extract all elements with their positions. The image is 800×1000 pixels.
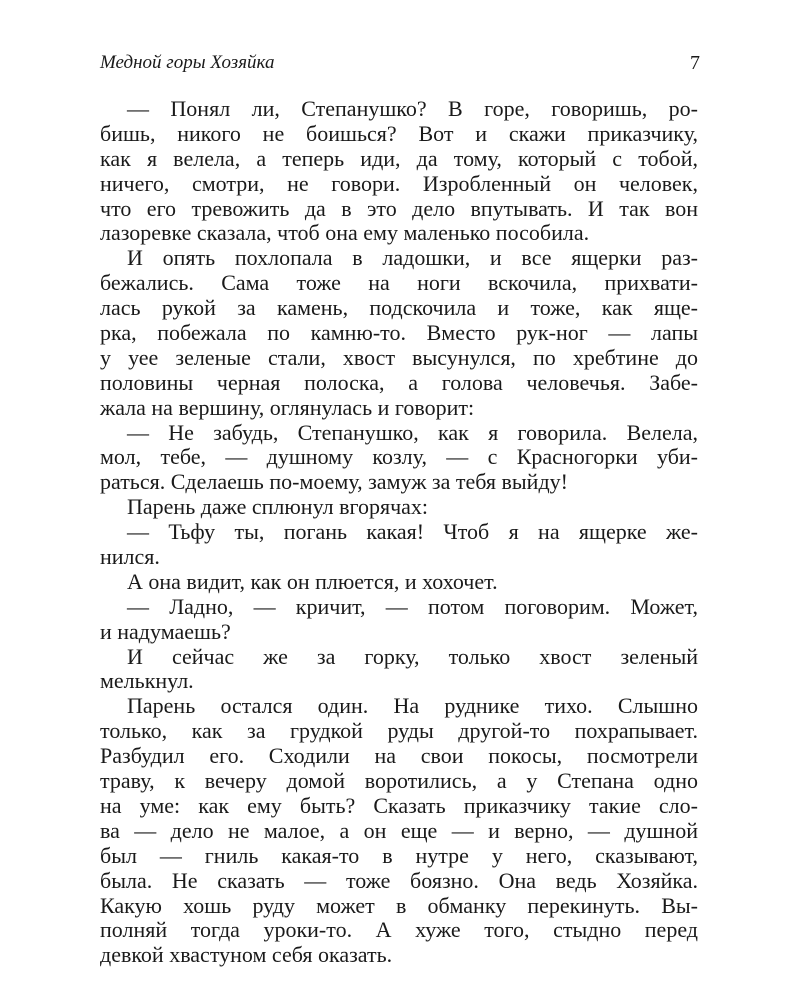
text-line: И сейчас же за горку, только хвост зеленый bbox=[127, 643, 698, 669]
text-line: полняй тогда уроки-то. А хуже того, стыдно перед bbox=[100, 917, 698, 943]
page-number: 7 bbox=[690, 52, 700, 74]
text-line: рка, побежала по камню-то. Вместо рук-ног — лапы bbox=[100, 320, 698, 346]
text-line: только, как за грудкой руды другой-то похрапывает. bbox=[100, 718, 698, 744]
text-line: Какую хошь руду может в обманку перекинуть. Вы- bbox=[100, 892, 698, 918]
text-line: жала на вершину, оглянулась и говорит: bbox=[100, 394, 475, 420]
text-line: Парень остался один. На руднике тихо. Слышно bbox=[127, 693, 698, 719]
text-line: была. Не сказать — тоже боязно. Она ведь Хозяйка. bbox=[100, 867, 698, 893]
text-line: лась рукой за камень, подскочила и тоже, как яще- bbox=[100, 295, 698, 321]
text-line: Парень даже сплюнул вгорячах: bbox=[127, 494, 429, 520]
text-line: А она видит, как он плюется, и хохочет. bbox=[127, 568, 498, 594]
text-line: ничего, смотри, не говори. Изробленный он человек, bbox=[100, 170, 698, 196]
paragraph bbox=[100, 570, 698, 595]
text-line: как я велела, а теперь иди, да тому, который с тобой, bbox=[100, 145, 698, 171]
text-line: был — гниль какая-то в нутре у него, сказывают, bbox=[100, 842, 698, 868]
text-line: на уме: как ему быть? Сказать приказчику такие сло- bbox=[100, 792, 698, 818]
running-head bbox=[100, 50, 700, 80]
text-line: И опять похлопала в ладошки, и все ящерки раз- bbox=[127, 245, 698, 271]
running-title: Медной горы Хозяйка bbox=[100, 52, 275, 73]
paragraph bbox=[100, 246, 698, 420]
text-line: — Тьфу ты, погань какая! Чтоб я на ящерке же- bbox=[127, 519, 698, 545]
text-line: нился. bbox=[100, 544, 160, 570]
text-line: Разбудил его. Сходили на свои покосы, посмотрели bbox=[100, 743, 698, 769]
paragraph bbox=[100, 595, 698, 645]
paragraph bbox=[100, 694, 698, 968]
text-line: девкой хвастуном себя оказать. bbox=[100, 942, 393, 968]
text-line: — Понял ли, Степанушко? В горе, говоришь, ро- bbox=[127, 96, 698, 121]
paragraph bbox=[100, 97, 698, 246]
text-line: раться. Сделаешь по-моему, замуж за тебя выйду! bbox=[100, 469, 568, 495]
text-line: — Ладно, — кричит, — потом поговорим. Может, bbox=[127, 593, 698, 619]
text-line: бежались. Сама тоже на ноги вскочила, прихвати- bbox=[100, 270, 698, 296]
body-text bbox=[100, 97, 698, 968]
text-line: что его тревожить да в это дело впутывать. И так вон bbox=[100, 195, 698, 221]
text-line: траву, к вечеру домой воротились, а у Степана одно bbox=[100, 768, 698, 794]
text-line: у уее зеленые стали, хвост высунулся, по хребтине до bbox=[100, 344, 698, 370]
text-line: и надумаешь? bbox=[100, 618, 231, 644]
text-line: — Не забудь, Степанушко, как я говорила. Велела, bbox=[127, 419, 698, 445]
text-line: половины черная полоска, а голова человечья. Забе- bbox=[100, 369, 698, 395]
paragraph bbox=[100, 645, 698, 695]
paragraph bbox=[100, 520, 698, 570]
text-line: ва — дело не малое, а он еще — и верно, — душной bbox=[100, 817, 698, 843]
text-line: бишь, никого не боишься? Вот и скажи приказчику, bbox=[100, 120, 698, 146]
text-line: мол, тебе, — душному козлу, — с Красногорки уби- bbox=[100, 444, 698, 470]
paragraph bbox=[100, 495, 698, 520]
text-line: лазоревке сказала, чтоб она ему маленько пособила. bbox=[100, 220, 590, 246]
text-line: мелькнул. bbox=[100, 668, 194, 694]
paragraph bbox=[100, 421, 698, 496]
